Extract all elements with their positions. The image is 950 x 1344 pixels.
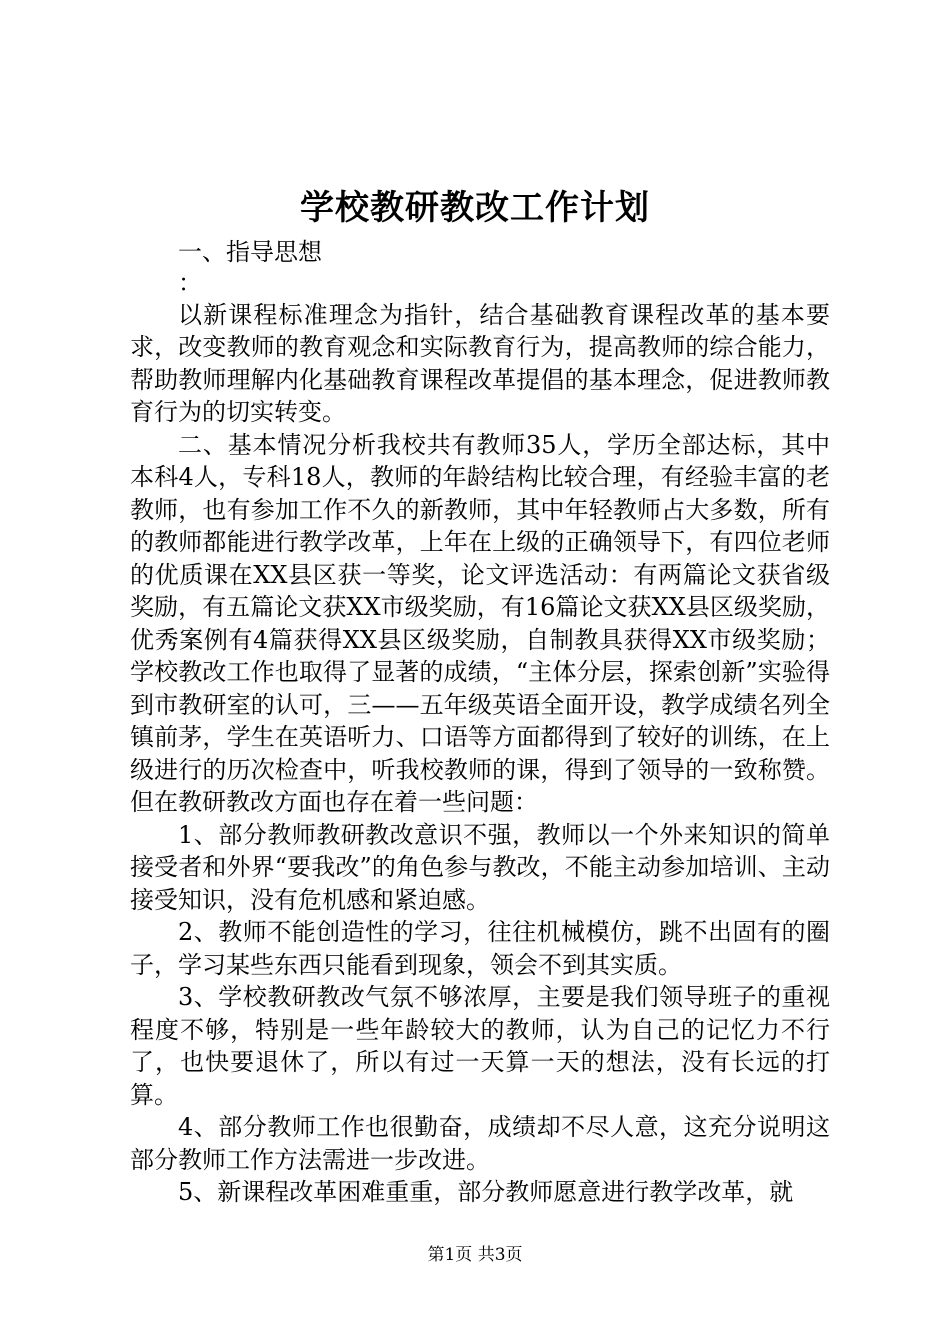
- paragraph: 二、基本情况分析我校共有教师35人，学历全部达标，其中本科4人，专科18人，教师的年龄结构比较合理，有经验丰富的老教师，也有参加工作不久的新教师，其中年轻教师占大多数，所有的教师都能进行教学改革，上年在上级的正确领导下，有四位老师的优质课在XX县区获一等奖，论文评选活动：有两篇论文获省级奖励，有五篇论文获XX市级奖励，有16篇论文获XX县区级奖励，优秀案例有4篇获得XX县区级奖励，自制教具获得XX市级奖励；学校教改工作也取得了显著的成绩，“主体分层，探索创新”实验得到市教研室的认可，三——五年级英语全面开设，教学成绩名列全镇前茅，学生在英语听力、口语等方面都得到了较好的训练，在上级进行的历次检查中，听我校教师的课，得到了领导的一致称赞。但在教研教改方面也存在着一些问题：: [130, 430, 830, 816]
- paragraph: 以新课程标准理念为指针，结合基础教育课程改革的基本要求，改变教师的教育观念和实际教育行为，提高教师的综合能力，帮助教师理解内化基础教育课程改革提倡的基本理念，促进教师教育行为的切实转变。: [130, 300, 830, 426]
- section-heading: 一、指导思想: [178, 238, 322, 266]
- paragraph: 2、教师不能创造性的学习，往往机械模仿，跳不出固有的圈子，学习某些东西只能看到现象，领会不到其实质。: [130, 918, 830, 979]
- document-body: [130, 236, 830, 1209]
- paragraph: 4、部分教师工作也很勤奋，成绩却不尽人意，这充分说明这部分教师工作方法需进一步改进。: [130, 1113, 830, 1174]
- page-title: 学校教研教改工作计划: [300, 188, 650, 228]
- paragraph: ：: [178, 268, 202, 297]
- paragraph: 5、新课程改革困难重重，部分教师愿意进行教学改革，就: [178, 1178, 794, 1206]
- page-number: 第1页 共3页: [427, 1245, 523, 1265]
- paragraph: 3、学校教研教改气氛不够浓厚，主要是我们领导班子的重视程度不够，特别是一些年龄较大的教师，认为自己的记忆力不行了，也快要退休了，所以有过一天算一天的想法，没有长远的打算。: [130, 983, 830, 1109]
- paragraph: 1、部分教师教研教改意识不强，教师以一个外来知识的简单接受者和外界“要我改”的角色参与教改，不能主动参加培训、主动接受知识，没有危机感和紧迫感。: [130, 820, 830, 914]
